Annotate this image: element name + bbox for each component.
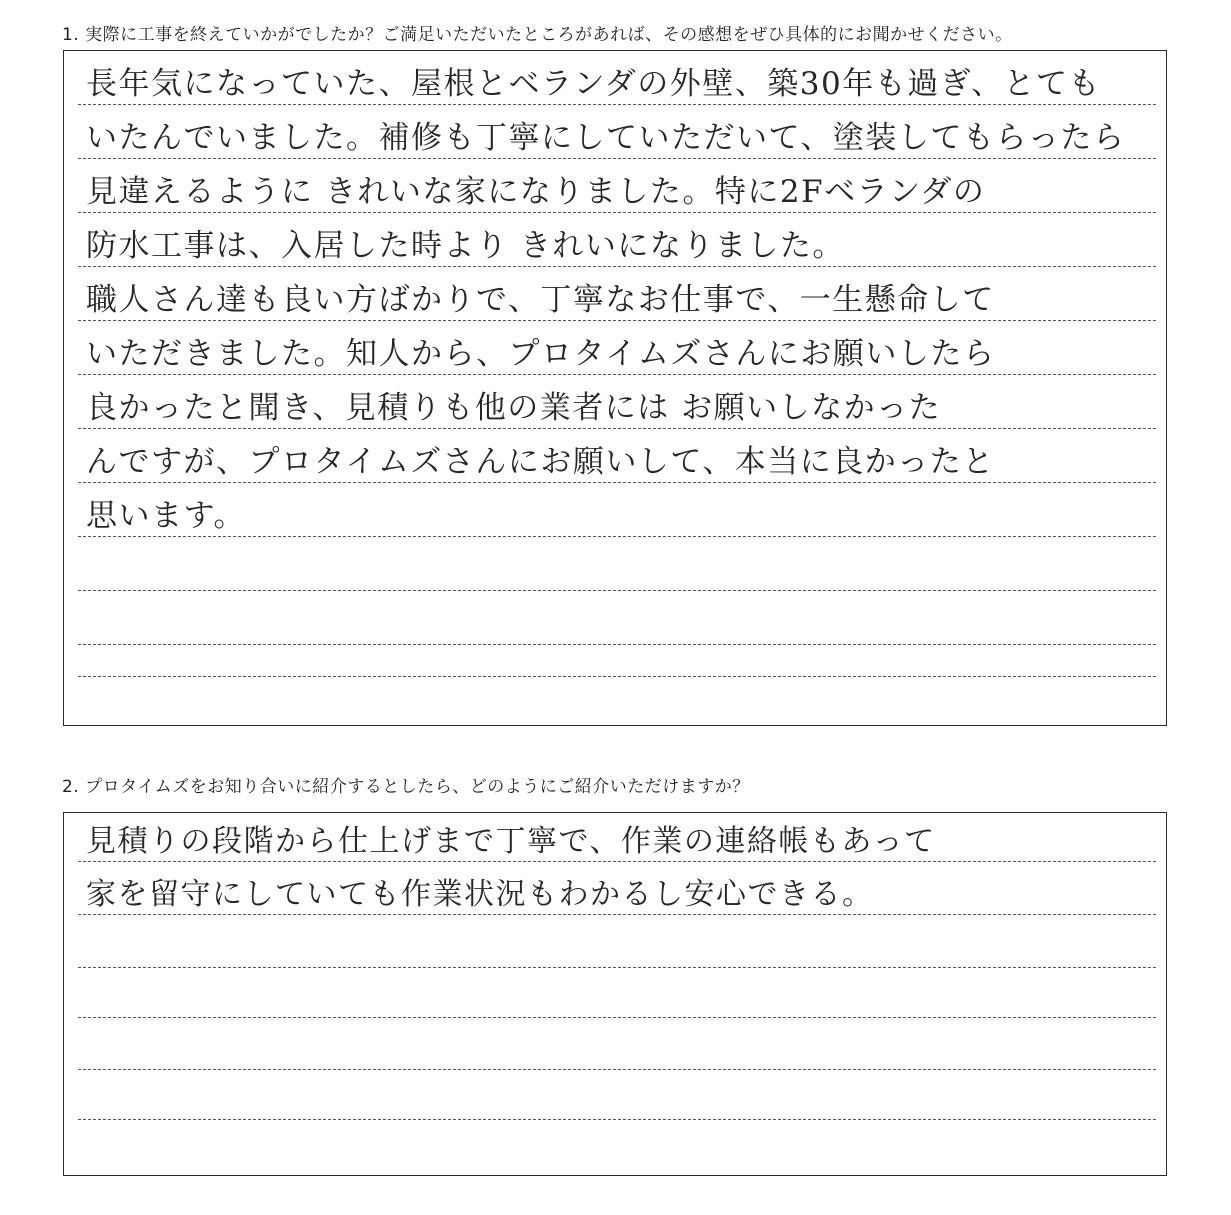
- ruled-line: [78, 1069, 1156, 1070]
- ruled-line: [78, 967, 1156, 968]
- ruled-line: [78, 644, 1156, 645]
- ruled-line: [78, 158, 1156, 159]
- ruled-line: [78, 320, 1156, 321]
- ruled-line: [78, 861, 1156, 862]
- handwritten-line-2: いたんでいました。補修も丁寧にしていただいて、塗装してもらったら: [86, 120, 1126, 156]
- handwritten-line-3: 見違えるように きれいな家になりました。特に2Fベランダの: [86, 174, 986, 210]
- handwritten-line-7: 良かったと聞き、見積りも他の業者には お願いしなかった: [86, 390, 942, 426]
- ruled-line: [78, 1017, 1156, 1018]
- handwritten-line-8: んですが、プロタイムズさんにお願いして、本当に良かったと: [86, 444, 995, 480]
- ruled-line: [78, 374, 1156, 375]
- ruled-line: [78, 676, 1156, 677]
- handwritten-line-9: 思います。: [86, 498, 247, 534]
- ruled-line: [78, 212, 1156, 213]
- ruled-line: [78, 428, 1156, 429]
- question-2-label: 2. プロタイムズをお知り合いに紹介するとしたら、どのようにご紹介いただけますか？: [62, 777, 750, 797]
- ruled-line: [78, 590, 1156, 591]
- handwritten-line-5: 職人さん達も良い方ばかりで、丁寧なお仕事で、一生懸命して: [86, 282, 995, 318]
- ruled-line: [78, 266, 1156, 267]
- ruled-line: [78, 1119, 1156, 1120]
- ruled-line: [78, 536, 1156, 537]
- answer-box-1: [63, 50, 1167, 726]
- answer-box-2: [63, 812, 1167, 1176]
- ruled-line: [78, 104, 1156, 105]
- handwritten-line-2: 家を留守にしていても作業状況もわかるし安心できる。: [86, 877, 874, 912]
- question-1-label: 1. 実際に工事を終えていかがでしたか？ご満足いただいたところがあれば、その感想をぜひ具体的にお聞かせください。: [62, 25, 1013, 45]
- ruled-line: [78, 914, 1156, 915]
- handwritten-line-6: いただきました。知人から、プロタイムズさんにお願いしたら: [86, 336, 996, 372]
- ruled-line: [78, 482, 1156, 483]
- handwritten-line-1: 長年気になっていた、屋根とベランダの外壁、築30年も過ぎ、とても: [86, 66, 1101, 102]
- handwritten-line-1: 見積りの段階から仕上げまで丁寧で、作業の連絡帳もあって: [86, 824, 936, 859]
- handwritten-line-4: 防水工事は、入居した時より きれいになりました。: [86, 228, 845, 264]
